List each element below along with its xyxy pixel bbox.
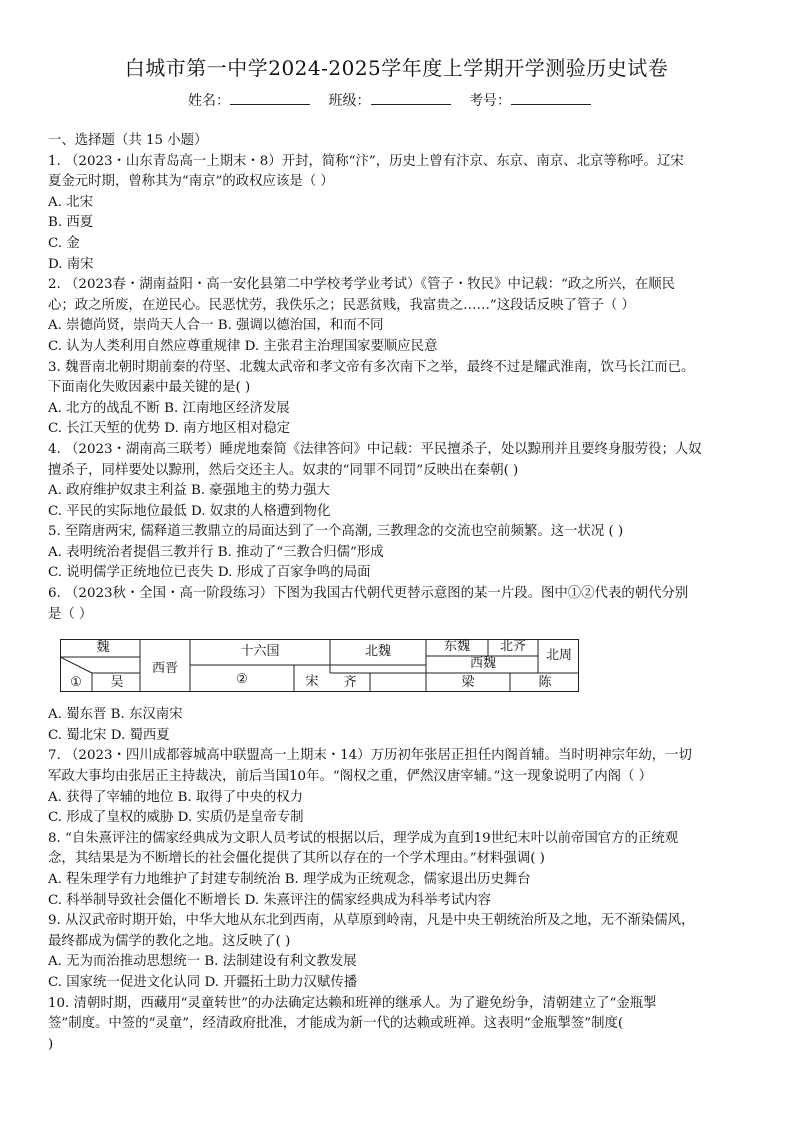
q5-stem-line1: 5. 至隋唐两宋, 儒释道三教鼎立的局面达到了一个高潮, 三教理念的交流也空前频繁。这一状况 ( ) bbox=[48, 524, 624, 540]
cell-beiqi: 北齐 bbox=[499, 639, 526, 655]
q7-stem-line1: 7. （2023・四川成都蓉城高中联盟高一上期末・14）万历初年张居正担任内阁首辅。当时明神宗年幼，一切 bbox=[48, 748, 692, 764]
cell-qi: 齐 bbox=[343, 675, 357, 691]
cell-chen: 陈 bbox=[538, 675, 552, 691]
q8-options-ab: A. 程朱理学有力地维护了封建专制统治 B. 理学成为正统观念，儒家退出历史舞台 bbox=[48, 872, 531, 887]
q8-options-cd: C. 科举制导致社会僵化不断增长 D. 朱熹评注的儒家经典成为科举考试内容 bbox=[48, 892, 492, 908]
q4-options-cd: C. 平民的实际地位最低 D. 奴隶的人格遭到物化 bbox=[48, 503, 331, 519]
q10-stem-line2: 签”制度。中签的“灵童”，经清政府批准，才能成为新一代的达赖或班禅。这表明“金瓶掣签”制度( bbox=[48, 1016, 624, 1032]
cell-xijin: 西晋 bbox=[151, 661, 178, 677]
page-title: 白城市第一中学2024-2025学年度上学期开学测验历史试卷 bbox=[124, 56, 669, 80]
cell-shiliuguo: 十六国 bbox=[240, 644, 280, 660]
cell-dongwei: 东魏 bbox=[443, 639, 470, 655]
cell-wu: 吴 bbox=[110, 675, 124, 691]
q9-stem-line1: 9. 从汉武帝时期开始，中华大地从东北到西南，从草原到岭南，凡是中央王朝统治所及之地，无不渐染儒风， bbox=[48, 913, 695, 929]
q1-option-b: B. 西夏 bbox=[48, 215, 94, 231]
q7-options-ab: A. 获得了宰辅的地位 B. 取得了中央的权力 bbox=[48, 789, 304, 805]
cell-song: 宋 bbox=[305, 674, 319, 690]
q4-options-ab: A. 政府维护奴隶主利益 B. 豪强地主的势力强大 bbox=[48, 483, 330, 499]
q1-option-c: C. 金 bbox=[48, 235, 80, 251]
q3-stem-line1: 3. 魏晋南北朝时期前秦的苻坚、北魏太武帝和孝文帝有多次南下之举，最终不过是耀武淮南，饮马长江而已。 bbox=[48, 359, 695, 375]
q1-stem-line1: 1. （2023・山东青岛高一上期末・8）开封，简称“汴”，历史上曾有汴京、东京、南京、北京等称呼。辽宋 bbox=[48, 153, 684, 169]
cell-beizhou: 北周 bbox=[545, 648, 572, 664]
q2-options-ab: A. 崇德尚贤，崇尚天人合一 B. 强调以德治国，和而不同 bbox=[48, 318, 384, 334]
q2-stem-line2: 心；政之所废，在逆民心。民恶忧劳，我佚乐之；民恶贫贱，我富贵之……”这段话反映了管子（ ） bbox=[48, 297, 635, 313]
class-label: 班级： bbox=[328, 93, 371, 109]
question-list bbox=[48, 131, 753, 1055]
q5-options-ab: A. 表明统治者提倡三教并行 B. 推动了“三教合归儒”形成 bbox=[48, 544, 384, 560]
q7-stem-line2: 军政大事均由张居正主持裁决，前后当国10年。“阁权之重，俨然汉唐宰辅。”这一现象说明了内阁（ ） bbox=[48, 769, 653, 785]
cell-liang: 梁 bbox=[461, 675, 475, 691]
cell-xiwei: 西魏 bbox=[469, 656, 496, 672]
student-info-row bbox=[0, 90, 793, 110]
q2-stem-line1: 2. （2023春・湖南益阳・高一安化县第二中学校考学业考试）《管子・牧民》中记载：“政之所兴，在顺民 bbox=[48, 277, 676, 293]
q6-stem-line1: 6. （2023秋・全国・高一阶段练习）下图为我国古代朝代更替示意图的某一片段。图中①②代表的朝代分别 bbox=[48, 586, 689, 602]
cell-wei: 魏 bbox=[96, 640, 110, 656]
q6-options-ab: A. 蜀东晋 B. 东汉南宋 bbox=[48, 707, 183, 723]
class-blank[interactable] bbox=[371, 92, 451, 105]
cell-one: ① bbox=[70, 675, 82, 691]
q10-stem-line3: ) bbox=[48, 1036, 54, 1052]
name-label: 姓名： bbox=[188, 93, 231, 109]
exam-no-blank[interactable] bbox=[511, 92, 591, 105]
q3-options-ab: A. 北方的战乱不断 B. 江南地区经济发展 bbox=[48, 400, 290, 416]
q9-stem-line2: 最终都成为儒学的教化之地。这反映了( ) bbox=[48, 933, 291, 949]
q1-option-d: D. 南宋 bbox=[48, 256, 94, 272]
q10-stem-line1: 10. 清朝时期，西藏用“灵童转世”的办法确定达赖和班禅的继承人。为了避免纷争，清朝建立了“金瓶掣 bbox=[48, 995, 657, 1011]
q6-options-cd: C. 蜀北宋 D. 蜀西夏 bbox=[48, 727, 170, 743]
dynasty-chart bbox=[60, 639, 580, 697]
q5-options-cd: C. 说明儒学正统地位已丧失 D. 形成了百家争鸣的局面 bbox=[48, 565, 371, 581]
cell-beiwei: 北魏 bbox=[364, 644, 391, 660]
q6-stem-line2: 是（ ） bbox=[48, 606, 93, 622]
q9-options-ab: A. 无为而治推动思想统一 B. 法制建设有利文教发展 bbox=[48, 954, 357, 970]
cell-two: ② bbox=[236, 672, 248, 688]
q9-options-cd: C. 国家统一促进文化认同 D. 开疆拓土助力汉赋传播 bbox=[48, 974, 358, 990]
section-heading: 一、选择题（共 15 小题） bbox=[48, 133, 208, 148]
q7-options-cd: C. 形成了皇权的威胁 D. 实质仍是皇帝专制 bbox=[48, 810, 304, 826]
q1-option-a: A. 北宋 bbox=[48, 194, 93, 210]
q4-stem-line1: 4. （2023・湖南高三联考）睡虎地秦简《法律答问》中记载：平民擅杀子，处以黥刑并且要终身服劳役；人奴 bbox=[48, 441, 702, 457]
q1-stem-line2: 夏金元时期，曾称其为“南京”的政权应该是（ ） bbox=[48, 174, 334, 190]
exam-no-label: 考号： bbox=[468, 93, 511, 109]
q2-options-cd: C. 认为人类利用自然应尊重规律 D. 主张君主治理国家要顺应民意 bbox=[48, 338, 438, 354]
q4-stem-line2: 擅杀子，同样要处以黥刑，然后交还主人。奴隶的“同罪不同罚”反映出在秦朝( ) bbox=[48, 462, 519, 478]
q8-stem-line2: 念，其结果是为不断增长的社会僵化提供了其所以存在的一个学术理由。”材料强调( ) bbox=[48, 851, 545, 867]
name-blank[interactable] bbox=[230, 92, 310, 105]
q3-stem-line2: 下面南化失败因素中最关键的是( ) bbox=[48, 380, 251, 396]
q8-stem-line1: 8. “自朱熹评注的儒家经典成为文职人员考试的根据以后，理学成为直到19世纪末叶以前帝国官方的正统观 bbox=[48, 830, 679, 846]
q3-options-cd: C. 长江天堑的优势 D. 南方地区相对稳定 bbox=[48, 421, 291, 437]
